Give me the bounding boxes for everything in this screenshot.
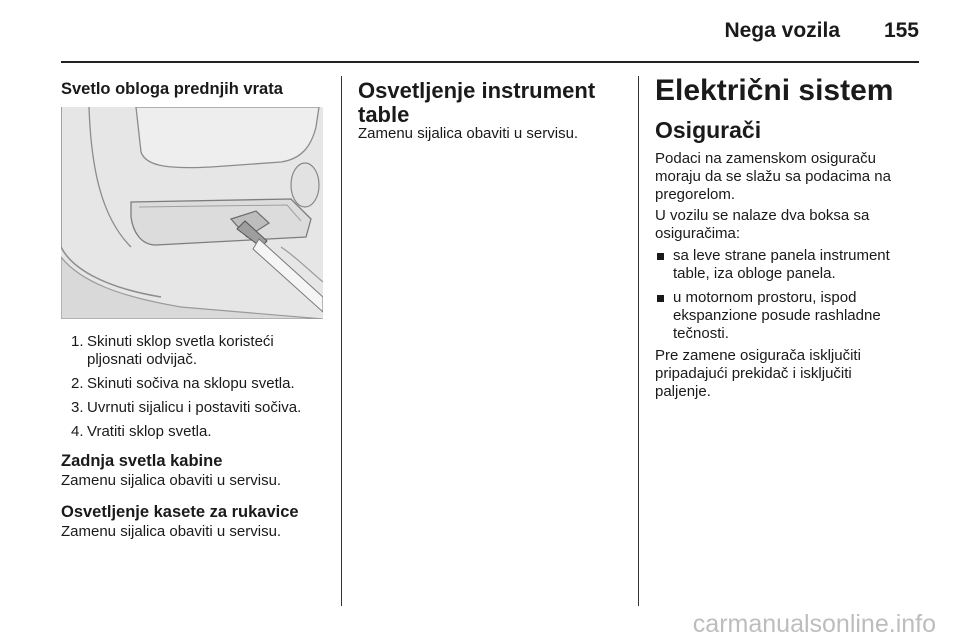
column-divider-right [638, 76, 639, 606]
list-item: u motornom prostoru, ispod ekspanzione posude rashladne tečnosti. [655, 289, 920, 343]
column-divider-left [341, 76, 342, 606]
list-item: 4. Vratiti sklop svetla. [71, 423, 212, 440]
chapter-heading-electrical-system: Električni sistem [655, 74, 894, 107]
list-item: sa leve strane panela instrument table, iza obloge panela. [655, 247, 920, 283]
section-heading-glovebox-light: Osvetljenje kasete za rukavice [61, 503, 299, 521]
door-trim-light-illustration [61, 107, 323, 319]
section-heading-door-light: Svetlo obloga prednjih vrata [61, 80, 283, 98]
fuses-paragraph-2: U vozilu se nalaze dva boksa sa osiguračima: [655, 207, 870, 242]
procedure-steps-list [61, 333, 331, 447]
cab-rear-lights-text: Zamenu sijalica obaviti u servisu. [61, 472, 282, 489]
page-number: 155 [883, 19, 919, 42]
door-light-drawing [61, 107, 323, 319]
site-watermark: carmanualsonline.info [692, 610, 936, 638]
list-item: 2. Skinuti sočiva na sklopu svetla. [71, 375, 295, 392]
section-heading-fuses: Osigurači [655, 117, 762, 143]
instrument-panel-light-text: Zamenu sijalica obaviti u servisu. [358, 125, 579, 142]
fuse-box-locations-list [655, 247, 920, 349]
glovebox-light-text: Zamenu sijalica obaviti u servisu. [61, 523, 282, 540]
list-item: 3. Uvrnuti sijalicu i postaviti sočiva. [71, 399, 302, 416]
fuses-paragraph-3: Pre zamene osigurača isključiti pripadajući prekidač i isključiti paljenje. [655, 347, 861, 400]
running-header-title: Nega vozila [724, 19, 840, 42]
section-heading-cab-rear-lights: Zadnja svetla kabine [61, 452, 223, 470]
bullet-icon [657, 253, 664, 260]
bullet-icon [657, 295, 664, 302]
list-item: 1. Skinuti sklop svetla koristeći pljosnati odvijač. [71, 333, 274, 368]
header-rule [61, 61, 919, 63]
fuses-paragraph-1: Podaci na zamenskom osiguraču moraju da se slažu sa podacima na pregorelom. [655, 150, 891, 203]
section-heading-instrument-panel-light: Osvetljenje instrument table [358, 78, 596, 127]
